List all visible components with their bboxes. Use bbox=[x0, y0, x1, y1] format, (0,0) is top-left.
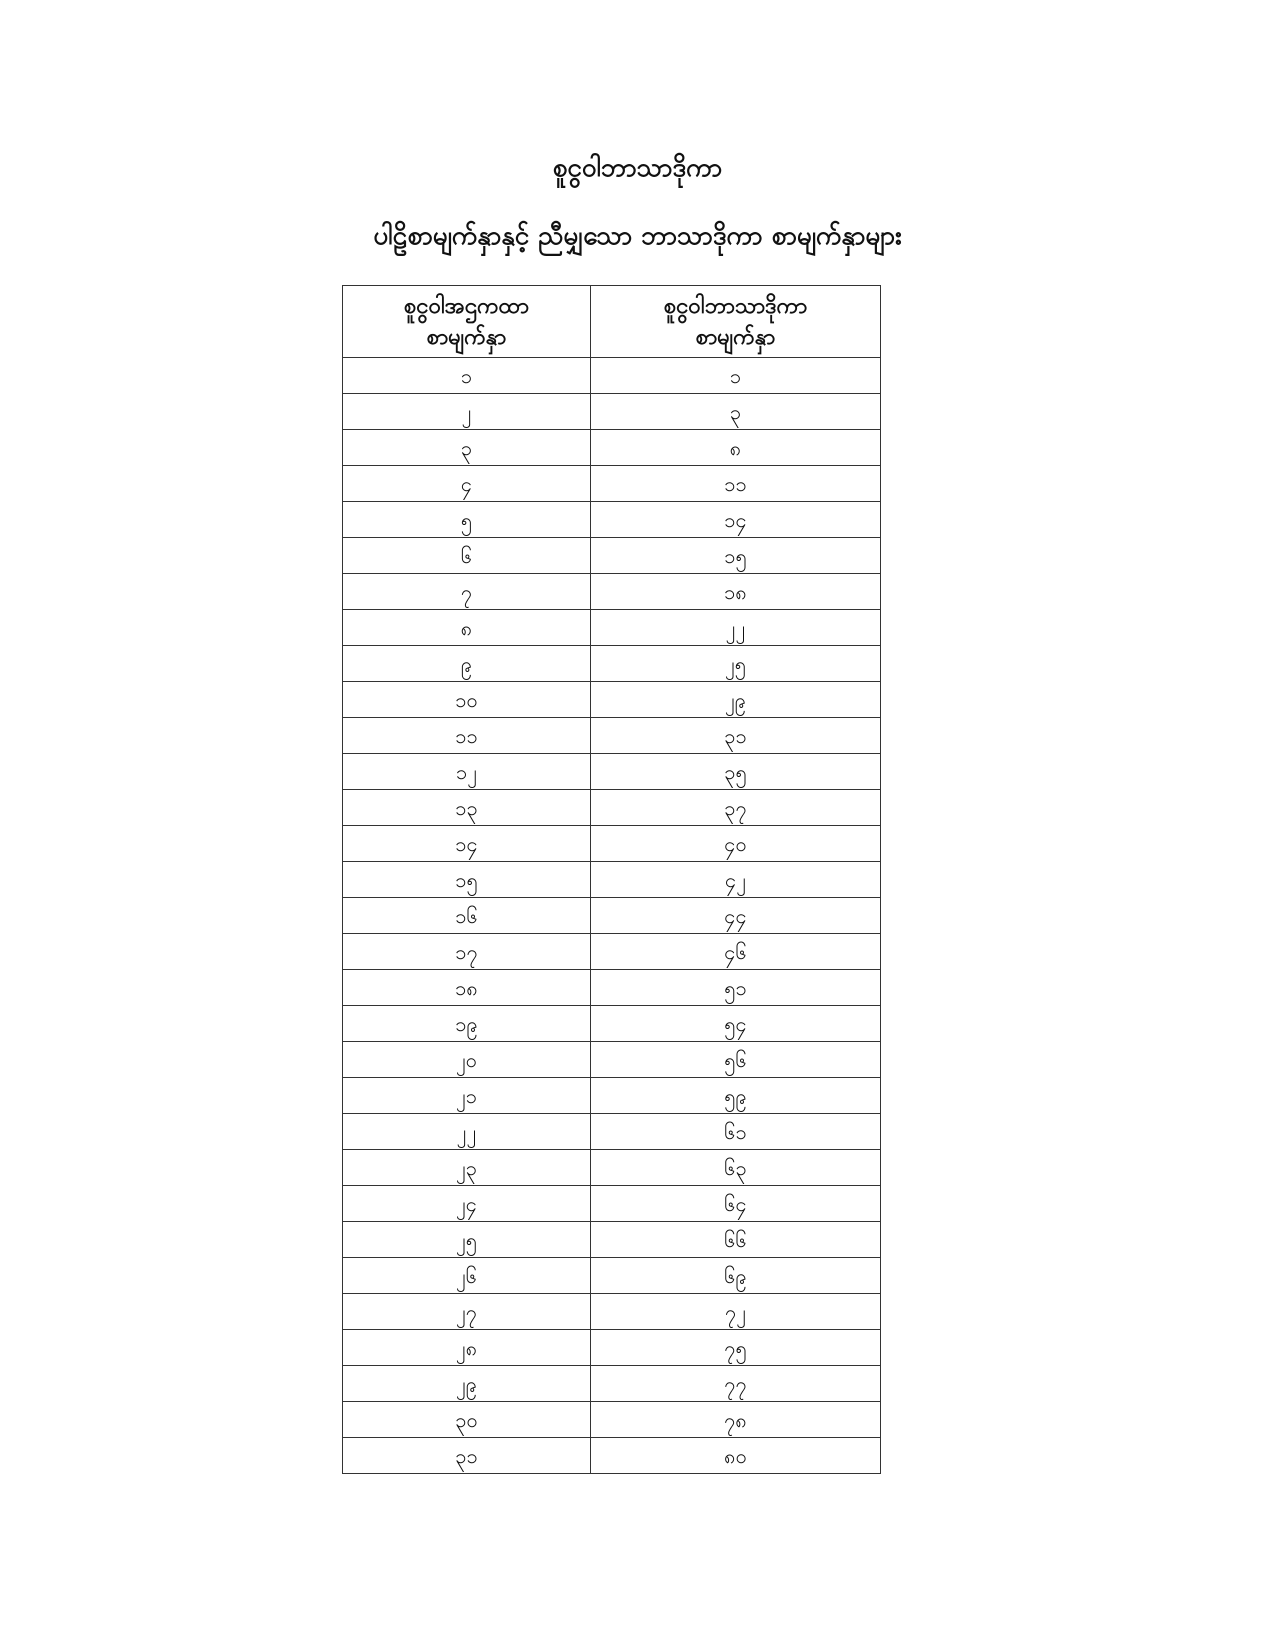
commentary-page-cell: ၂၈ bbox=[343, 1330, 591, 1366]
table-row bbox=[343, 610, 881, 646]
translation-page-cell: ၅၁ bbox=[591, 970, 881, 1006]
page-subtitle: ပါဠိစာမျက်နှာနှင့် ညီမျှသော ဘာသာဒိုကာ စာမျက်နှာများ bbox=[373, 221, 902, 251]
table-row bbox=[343, 754, 881, 790]
translation-page-cell: ၆၉ bbox=[591, 1258, 881, 1294]
table-row bbox=[343, 934, 881, 970]
commentary-page-cell: ၁၀ bbox=[343, 682, 591, 718]
commentary-page-cell: ၃၁ bbox=[343, 1438, 591, 1474]
table-row bbox=[343, 502, 881, 538]
table-header bbox=[343, 286, 881, 358]
commentary-page-cell: ၇ bbox=[343, 574, 591, 610]
commentary-page-cell: ၁၇ bbox=[343, 934, 591, 970]
translation-page-cell: ၇၇ bbox=[591, 1366, 881, 1402]
translation-page-cell: ၈၀ bbox=[591, 1438, 881, 1474]
table-row bbox=[343, 1330, 881, 1366]
translation-page-cell: ၅၆ bbox=[591, 1042, 881, 1078]
translation-page-cell: ၃၁ bbox=[591, 718, 881, 754]
table-body bbox=[343, 358, 881, 1474]
translation-page-cell: ၇၈ bbox=[591, 1402, 881, 1438]
translation-page-cell: ၁ bbox=[591, 358, 881, 394]
commentary-page-cell: ၁၉ bbox=[343, 1006, 591, 1042]
table-row bbox=[343, 466, 881, 502]
translation-page-cell: ၄၆ bbox=[591, 934, 881, 970]
table-row bbox=[343, 826, 881, 862]
table-row bbox=[343, 1150, 881, 1186]
commentary-page-cell: ၈ bbox=[343, 610, 591, 646]
commentary-page-cell: ၁ bbox=[343, 358, 591, 394]
translation-page-cell: ၂၂ bbox=[591, 610, 881, 646]
page-correspondence-table bbox=[342, 285, 880, 1474]
translation-page-cell: ၂၉ bbox=[591, 682, 881, 718]
translation-page-cell: ၃ bbox=[591, 394, 881, 430]
translation-page-cell: ၇၅ bbox=[591, 1330, 881, 1366]
header-translation-page bbox=[591, 286, 881, 358]
commentary-page-cell: ၁၁ bbox=[343, 718, 591, 754]
commentary-page-cell: ၆ bbox=[343, 538, 591, 574]
commentary-page-cell: ၁၄ bbox=[343, 826, 591, 862]
translation-page-cell: ၈ bbox=[591, 430, 881, 466]
translation-page-cell: ၁၁ bbox=[591, 466, 881, 502]
commentary-page-cell: ၂၁ bbox=[343, 1078, 591, 1114]
table-row bbox=[343, 1222, 881, 1258]
translation-page-cell: ၃၇ bbox=[591, 790, 881, 826]
table-row bbox=[343, 1042, 881, 1078]
table-row bbox=[343, 790, 881, 826]
table-row bbox=[343, 430, 881, 466]
table-row bbox=[343, 898, 881, 934]
translation-page-cell: ၁၅ bbox=[591, 538, 881, 574]
table-row bbox=[343, 358, 881, 394]
commentary-page-cell: ၂၄ bbox=[343, 1186, 591, 1222]
header-commentary-page bbox=[343, 286, 591, 358]
table-header-row bbox=[343, 286, 881, 358]
commentary-page-cell: ၅ bbox=[343, 502, 591, 538]
commentary-page-cell: ၂၅ bbox=[343, 1222, 591, 1258]
translation-page-cell: ၅၉ bbox=[591, 1078, 881, 1114]
commentary-page-cell: ၂၇ bbox=[343, 1294, 591, 1330]
translation-page-cell: ၄၀ bbox=[591, 826, 881, 862]
commentary-page-cell: ၂၂ bbox=[343, 1114, 591, 1150]
header-line: စူငွဝါအဌကထာ bbox=[404, 293, 529, 319]
table-row bbox=[343, 538, 881, 574]
translation-page-cell: ၆၃ bbox=[591, 1150, 881, 1186]
table-row bbox=[343, 394, 881, 430]
table-row bbox=[343, 1294, 881, 1330]
table-row bbox=[343, 1114, 881, 1150]
table-row bbox=[343, 1186, 881, 1222]
table-row bbox=[343, 718, 881, 754]
translation-page-cell: ၃၅ bbox=[591, 754, 881, 790]
commentary-page-cell: ၂၉ bbox=[343, 1366, 591, 1402]
translation-page-cell: ၁၈ bbox=[591, 574, 881, 610]
commentary-page-cell: ၁၃ bbox=[343, 790, 591, 826]
table-row bbox=[343, 646, 881, 682]
translation-page-cell: ၄၄ bbox=[591, 898, 881, 934]
commentary-page-cell: ၉ bbox=[343, 646, 591, 682]
table-row bbox=[343, 1438, 881, 1474]
commentary-page-cell: ၃ bbox=[343, 430, 591, 466]
translation-page-cell: ၄၂ bbox=[591, 862, 881, 898]
header-line: စာမျက်နှာ bbox=[695, 324, 776, 350]
table-row bbox=[343, 1006, 881, 1042]
table-row bbox=[343, 1258, 881, 1294]
commentary-page-cell: ၁၅ bbox=[343, 862, 591, 898]
table-row bbox=[343, 1078, 881, 1114]
translation-page-cell: ၅၄ bbox=[591, 1006, 881, 1042]
commentary-page-cell: ၂၃ bbox=[343, 1150, 591, 1186]
commentary-page-cell: ၁၈ bbox=[343, 970, 591, 1006]
commentary-page-cell: ၂၆ bbox=[343, 1258, 591, 1294]
header-line: စာမျက်နှာ bbox=[426, 324, 507, 350]
header-line: စူငွဝါဘာသာဒိုကာ bbox=[663, 293, 808, 319]
translation-page-cell: ၇၂ bbox=[591, 1294, 881, 1330]
table-row bbox=[343, 862, 881, 898]
table-row bbox=[343, 574, 881, 610]
table-row bbox=[343, 682, 881, 718]
table bbox=[342, 285, 881, 1474]
commentary-page-cell: ၁၂ bbox=[343, 754, 591, 790]
commentary-page-cell: ၄ bbox=[343, 466, 591, 502]
table-row bbox=[343, 970, 881, 1006]
translation-page-cell: ၆၆ bbox=[591, 1222, 881, 1258]
page-title: စူငွဝါဘာသာဒိုကာ bbox=[552, 153, 723, 183]
translation-page-cell: ၂၅ bbox=[591, 646, 881, 682]
commentary-page-cell: ၂၀ bbox=[343, 1042, 591, 1078]
translation-page-cell: ၆၄ bbox=[591, 1186, 881, 1222]
translation-page-cell: ၁၄ bbox=[591, 502, 881, 538]
commentary-page-cell: ၃၀ bbox=[343, 1402, 591, 1438]
translation-page-cell: ၆၁ bbox=[591, 1114, 881, 1150]
table-row bbox=[343, 1366, 881, 1402]
commentary-page-cell: ၂ bbox=[343, 394, 591, 430]
commentary-page-cell: ၁၆ bbox=[343, 898, 591, 934]
table-row bbox=[343, 1402, 881, 1438]
